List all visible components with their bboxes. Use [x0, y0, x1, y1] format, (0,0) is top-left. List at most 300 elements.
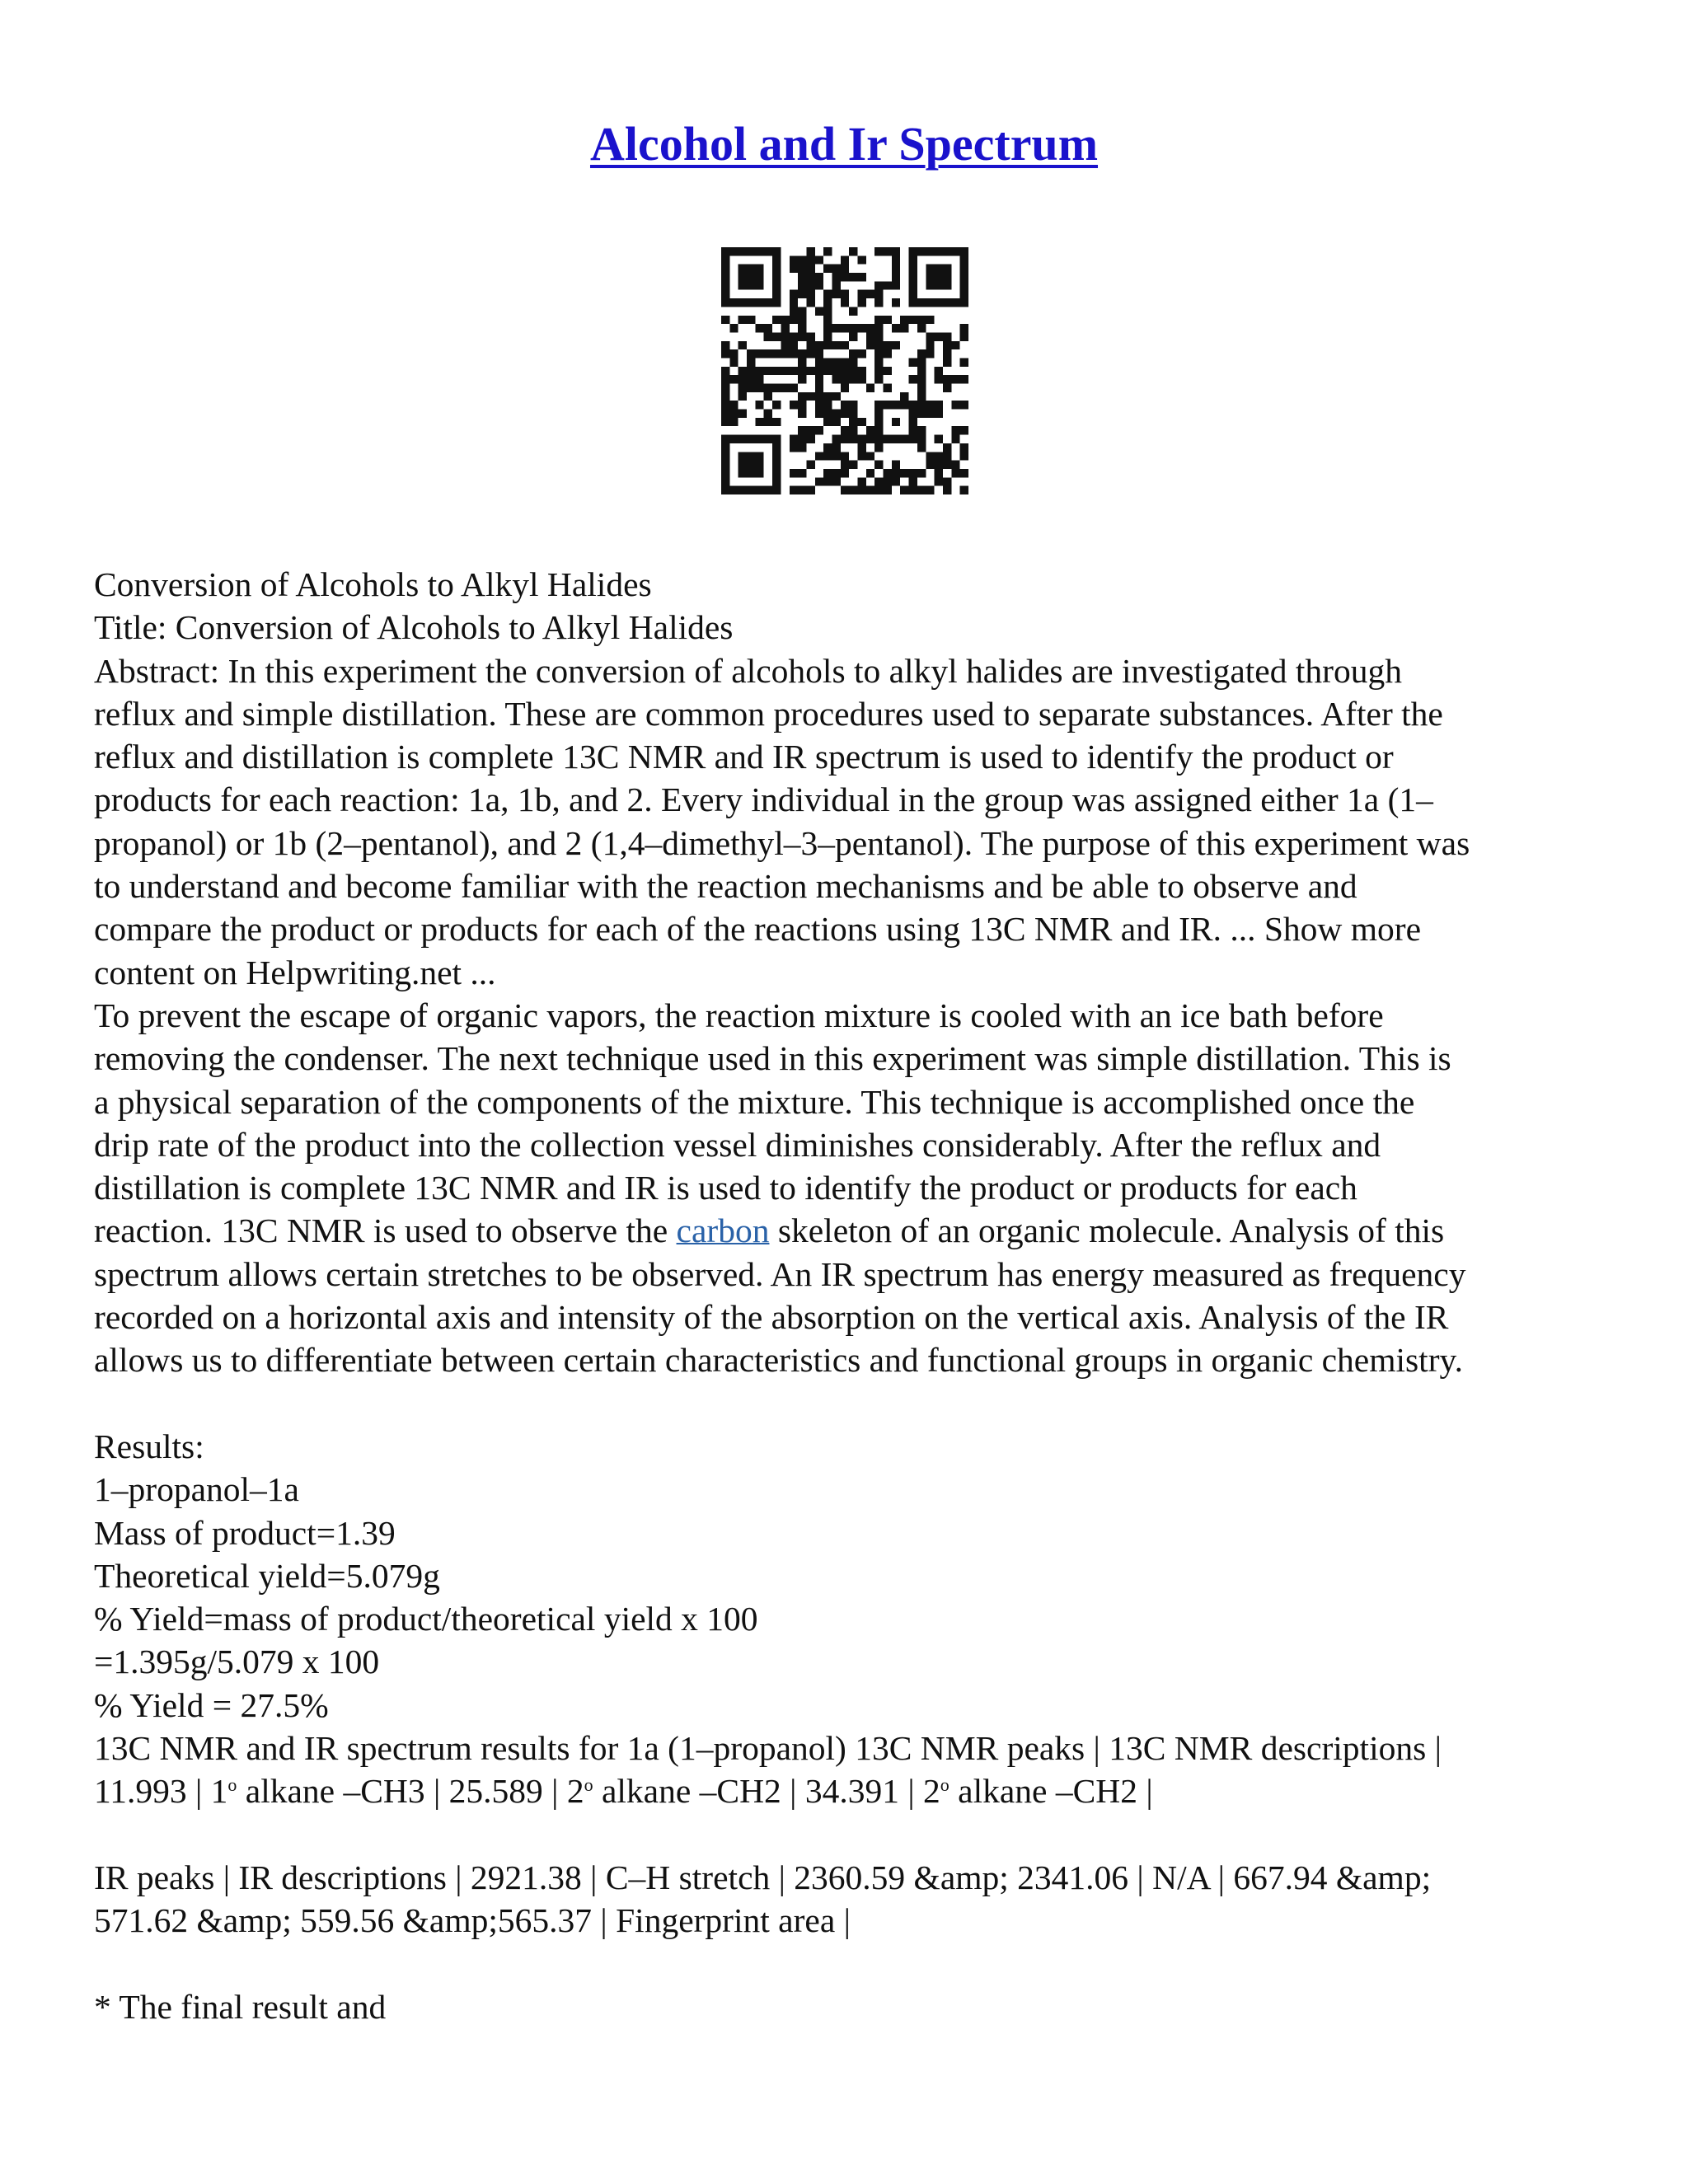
qr-module — [832, 367, 840, 375]
qr-module — [738, 273, 747, 281]
qr-module — [764, 298, 772, 307]
paragraph-line: removing the condenser. The next technique used in this experiment was simple distillation. This is — [94, 1039, 1451, 1078]
qr-module — [772, 469, 781, 477]
qr-module — [951, 469, 959, 477]
qr-module — [790, 341, 798, 349]
qr-module — [721, 486, 729, 494]
qr-module — [874, 358, 883, 366]
qr-module — [909, 290, 917, 298]
qr-module — [823, 443, 832, 452]
qr-module — [832, 265, 840, 273]
qr-module — [806, 349, 814, 358]
qr-module — [747, 452, 755, 460]
qr-module — [909, 255, 917, 264]
qr-module — [747, 316, 755, 324]
qr-module — [738, 375, 747, 383]
qr-module — [874, 426, 883, 434]
qr-module — [764, 435, 772, 443]
qr-module — [909, 486, 917, 494]
qr-module — [798, 307, 806, 315]
final-line: * The final result and — [94, 1987, 387, 2026]
qr-module — [849, 349, 857, 358]
paragraph-line-with-link — [94, 1209, 1602, 1252]
qr-module — [874, 486, 883, 494]
qr-module — [884, 349, 892, 358]
carbon-link[interactable]: carbon — [676, 1212, 770, 1250]
qr-module — [960, 265, 968, 273]
qr-module — [815, 392, 823, 401]
qr-module — [781, 316, 789, 324]
qr-module — [884, 367, 892, 375]
qr-module — [823, 392, 832, 401]
qr-module — [721, 341, 729, 349]
qr-module — [935, 265, 943, 273]
qr-module — [943, 477, 951, 485]
qr-module — [772, 384, 781, 392]
qr-module — [747, 469, 755, 477]
qr-module — [909, 426, 917, 434]
qr-module — [874, 290, 883, 298]
qr-module — [935, 298, 943, 307]
qr-module — [960, 375, 968, 383]
qr-module — [729, 435, 738, 443]
qr-module — [849, 332, 857, 340]
qr-module — [815, 477, 823, 485]
qr-module — [960, 247, 968, 255]
qr-module — [823, 341, 832, 349]
qr-module — [806, 341, 814, 349]
qr-module — [721, 255, 729, 264]
qr-module — [874, 324, 883, 332]
title-link[interactable]: Alcohol and Ir Spectrum — [589, 117, 1099, 171]
qr-module — [781, 384, 789, 392]
qr-module — [900, 469, 908, 477]
qr-module — [858, 418, 866, 426]
qr-module — [721, 435, 729, 443]
qr-module — [772, 452, 781, 460]
qr-module — [935, 367, 943, 375]
qr-module — [815, 410, 823, 418]
qr-module — [858, 452, 866, 460]
qr-module — [815, 349, 823, 358]
qr-module — [858, 324, 866, 332]
blank-line — [94, 1943, 1602, 1985]
qr-module — [721, 265, 729, 273]
qr-module — [806, 255, 814, 264]
qr-module — [832, 290, 840, 298]
qr-module — [772, 435, 781, 443]
results-line: 13C NMR and IR spectrum results for 1a (1–propanol) 13C NMR peaks | 13C NMR descriptions | — [94, 1729, 1442, 1768]
qr-module — [926, 298, 934, 307]
abstract-line: content on Helpwriting.net ... — [94, 953, 496, 991]
qr-module — [815, 281, 823, 289]
qr-module — [832, 469, 840, 477]
qr-module — [884, 401, 892, 409]
qr-module — [738, 367, 747, 375]
qr-module — [832, 392, 840, 401]
qr-module — [960, 332, 968, 340]
qr-module — [798, 281, 806, 289]
qr-module — [798, 486, 806, 494]
qr-module — [772, 461, 781, 469]
nmr-part: alkane –CH2 | — [949, 1772, 1153, 1811]
results-line: % Yield = 27.5% — [94, 1685, 329, 1724]
qr-module — [738, 392, 747, 401]
qr-module — [892, 281, 900, 289]
qr-module — [790, 332, 798, 340]
qr-module — [900, 316, 908, 324]
qr-module — [874, 316, 883, 324]
qr-module — [960, 469, 968, 477]
qr-module — [755, 401, 763, 409]
document-body — [94, 563, 1602, 2028]
qr-module — [747, 384, 755, 392]
qr-module — [832, 273, 840, 281]
qr-module — [943, 341, 951, 349]
qr-module — [798, 443, 806, 452]
qr-module — [798, 332, 806, 340]
qr-module — [943, 298, 951, 307]
qr-module — [909, 418, 917, 426]
qr-module — [874, 367, 883, 375]
qr-module — [943, 265, 951, 273]
nmr-results-line — [94, 1769, 1602, 1812]
qr-module — [917, 367, 926, 375]
qr-module — [815, 255, 823, 264]
qr-module — [943, 281, 951, 289]
qr-module — [849, 375, 857, 383]
qr-module — [943, 349, 951, 358]
qr-module — [755, 349, 763, 358]
qr-module — [747, 461, 755, 469]
title-line: Title: Conversion of Alcohols to Alkyl Halides — [94, 608, 734, 647]
qr-module — [798, 426, 806, 434]
results-line: Mass of product=1.39 — [94, 1513, 396, 1552]
qr-module — [935, 435, 943, 443]
qr-module — [772, 265, 781, 273]
qr-module — [884, 477, 892, 485]
qr-module — [841, 255, 849, 264]
qr-module — [738, 486, 747, 494]
qr-module — [917, 443, 926, 452]
qr-module — [892, 477, 900, 485]
qr-module — [935, 401, 943, 409]
qr-module — [721, 375, 729, 383]
qr-module — [849, 410, 857, 418]
qr-module — [798, 410, 806, 418]
qr-module — [841, 401, 849, 409]
qr-module — [874, 435, 883, 443]
qr-module — [874, 375, 883, 383]
nmr-part: alkane –CH3 | 25.589 | 2 — [237, 1772, 584, 1811]
qr-module — [951, 426, 959, 434]
results-line: % Yield=mass of product/theoretical yield x 100 — [94, 1600, 758, 1638]
qr-module — [926, 452, 934, 460]
qr-module — [772, 443, 781, 452]
qr-module — [823, 265, 832, 273]
qr-module — [755, 273, 763, 281]
qr-module — [960, 298, 968, 307]
qr-module — [900, 392, 908, 401]
qr-module — [858, 367, 866, 375]
qr-module — [772, 298, 781, 307]
qr-module — [892, 324, 900, 332]
qr-module — [841, 298, 849, 307]
qr-module — [935, 461, 943, 469]
qr-module — [917, 247, 926, 255]
qr-module — [892, 401, 900, 409]
qr-module — [926, 332, 934, 340]
qr-module — [943, 384, 951, 392]
qr-module — [772, 486, 781, 494]
qr-module — [823, 298, 832, 307]
qr-module — [841, 452, 849, 460]
qr-module — [772, 401, 781, 409]
qr-module — [858, 290, 866, 298]
qr-module — [729, 298, 738, 307]
qr-module — [747, 273, 755, 281]
qr-module — [866, 290, 874, 298]
qr-module — [790, 298, 798, 307]
qr-module — [790, 443, 798, 452]
qr-module — [738, 247, 747, 255]
qr-module — [960, 443, 968, 452]
qr-module — [721, 392, 729, 401]
qr-module — [738, 265, 747, 273]
qr-module — [721, 273, 729, 281]
qr-module — [858, 298, 866, 307]
qr-module — [892, 341, 900, 349]
qr-module — [884, 435, 892, 443]
qr-module — [858, 486, 866, 494]
ir-results-line: 571.62 &amp; 559.56 &amp;565.37 | Fingerprint area | — [94, 1901, 851, 1940]
qr-module — [960, 281, 968, 289]
qr-module — [729, 349, 738, 358]
qr-module — [892, 273, 900, 281]
qr-module — [790, 316, 798, 324]
abstract-line: propanol) or 1b (2–pentanol), and 2 (1,4–dimethyl–3–pentanol). The purpose of this experiment was — [94, 823, 1470, 862]
qr-module — [823, 469, 832, 477]
qr-module — [909, 298, 917, 307]
qr-module — [806, 435, 814, 443]
qr-module — [841, 290, 849, 298]
qr-module — [721, 401, 729, 409]
qr-module — [917, 375, 926, 383]
qr-module — [849, 247, 857, 255]
qr-module — [909, 375, 917, 383]
qr-module — [900, 435, 908, 443]
qr-module — [772, 247, 781, 255]
qr-module — [892, 461, 900, 469]
qr-module — [755, 281, 763, 289]
qr-module — [815, 426, 823, 434]
qr-module — [884, 316, 892, 324]
qr-module — [755, 418, 763, 426]
qr-module — [815, 367, 823, 375]
heading-line: Conversion of Alcohols to Alkyl Halides — [94, 565, 652, 603]
qr-module — [721, 410, 729, 418]
qr-module — [721, 469, 729, 477]
qr-module — [866, 469, 874, 477]
abstract-line: reflux and distillation is complete 13C NMR and IR spectrum is used to identify the product or — [94, 738, 1394, 776]
qr-module — [790, 367, 798, 375]
qr-module — [729, 358, 738, 366]
qr-module — [849, 418, 857, 426]
qr-module — [738, 452, 747, 460]
qr-module — [781, 332, 789, 340]
qr-module — [729, 247, 738, 255]
qr-module — [755, 452, 763, 460]
qr-module — [960, 273, 968, 281]
qr-module — [755, 469, 763, 477]
qr-module — [892, 255, 900, 264]
qr-module — [721, 443, 729, 452]
qr-module — [841, 367, 849, 375]
results-line: =1.395g/5.079 x 100 — [94, 1643, 380, 1681]
abstract-line: to understand and become familiar with the reaction mechanisms and be able to observe and — [94, 867, 1357, 906]
qr-module — [755, 265, 763, 273]
qr-module — [900, 401, 908, 409]
qr-module — [892, 298, 900, 307]
qr-module — [935, 375, 943, 383]
qr-module — [721, 384, 729, 392]
qr-module — [790, 307, 798, 315]
qr-module — [874, 341, 883, 349]
qr-module — [747, 367, 755, 375]
qr-module — [772, 255, 781, 264]
qr-module — [884, 341, 892, 349]
qr-module — [866, 341, 874, 349]
qr-module — [935, 410, 943, 418]
qr-module — [798, 375, 806, 383]
qr-module — [823, 290, 832, 298]
paragraph-line: drip rate of the product into the collection vessel diminishes considerably. After the reflux and — [94, 1125, 1381, 1164]
qr-module — [823, 410, 832, 418]
qr-module — [917, 384, 926, 392]
qr-module — [721, 316, 729, 324]
qr-module — [951, 341, 959, 349]
qr-module — [874, 298, 883, 307]
qr-module — [747, 435, 755, 443]
qr-module — [738, 384, 747, 392]
qr-module — [729, 418, 738, 426]
qr-module — [823, 307, 832, 315]
qr-module — [764, 486, 772, 494]
qr-module — [917, 410, 926, 418]
qr-module — [815, 401, 823, 409]
qr-module — [926, 341, 934, 349]
qr-module — [926, 486, 934, 494]
qr-module — [772, 367, 781, 375]
qr-module — [960, 255, 968, 264]
qr-module — [772, 316, 781, 324]
qr-module — [747, 265, 755, 273]
qr-module — [721, 298, 729, 307]
qr-module — [841, 324, 849, 332]
qr-module — [884, 247, 892, 255]
qr-module — [764, 384, 772, 392]
qr-module — [892, 418, 900, 426]
qr-module — [806, 273, 814, 281]
qr-module — [926, 265, 934, 273]
qr-module — [781, 367, 789, 375]
qr-module — [841, 273, 849, 281]
qr-module — [721, 281, 729, 289]
qr-module — [943, 461, 951, 469]
qr-module — [943, 452, 951, 460]
qr-module — [874, 332, 883, 340]
qr-module — [729, 324, 738, 332]
qr-module — [960, 426, 968, 434]
qr-module — [755, 486, 763, 494]
qr-module — [960, 358, 968, 366]
qr-module — [823, 477, 832, 485]
qr-module — [951, 435, 959, 443]
qr-module — [815, 375, 823, 383]
qr-module — [909, 247, 917, 255]
qr-module — [849, 358, 857, 366]
qr-module — [790, 255, 798, 264]
qr-module — [943, 375, 951, 383]
qr-module — [909, 281, 917, 289]
qr-module — [849, 324, 857, 332]
qr-module — [823, 358, 832, 366]
qr-module — [798, 349, 806, 358]
qr-module — [806, 332, 814, 340]
qr-module — [874, 418, 883, 426]
qr-module — [841, 461, 849, 469]
qr-module — [755, 375, 763, 383]
qr-module — [943, 247, 951, 255]
qr-module — [738, 281, 747, 289]
qr-module — [798, 316, 806, 324]
qr-module — [917, 401, 926, 409]
qr-module — [747, 349, 755, 358]
qr-module — [806, 298, 814, 307]
qr-module — [858, 375, 866, 383]
qr-module — [917, 316, 926, 324]
qr-module — [772, 290, 781, 298]
qr-module — [755, 435, 763, 443]
qr-module — [858, 477, 866, 485]
qr-module — [926, 410, 934, 418]
qr-module — [849, 307, 857, 315]
qr-module — [935, 452, 943, 460]
degree-superscript: o — [940, 1774, 950, 1796]
qr-module — [909, 265, 917, 273]
qr-module — [729, 401, 738, 409]
qr-module — [858, 443, 866, 452]
qr-module — [764, 410, 772, 418]
paragraph-line: To prevent the escape of organic vapors, the reaction mixture is cooled with an ice bath before — [94, 996, 1384, 1034]
qr-module — [815, 273, 823, 281]
qr-module — [866, 452, 874, 460]
qr-module — [909, 410, 917, 418]
link-line-suffix: skeleton of an organic molecule. Analysis of this — [769, 1212, 1445, 1250]
qr-module — [823, 324, 832, 332]
qr-module — [960, 324, 968, 332]
qr-module — [841, 375, 849, 383]
paragraph-line: spectrum allows certain stretches to be observed. An IR spectrum has energy measured as frequency — [94, 1254, 1466, 1293]
qr-module — [917, 358, 926, 366]
qr-module — [823, 367, 832, 375]
qr-module — [798, 469, 806, 477]
qr-module — [849, 461, 857, 469]
qr-module — [874, 247, 883, 255]
qr-module — [832, 477, 840, 485]
qr-module — [909, 477, 917, 485]
qr-module — [798, 358, 806, 366]
